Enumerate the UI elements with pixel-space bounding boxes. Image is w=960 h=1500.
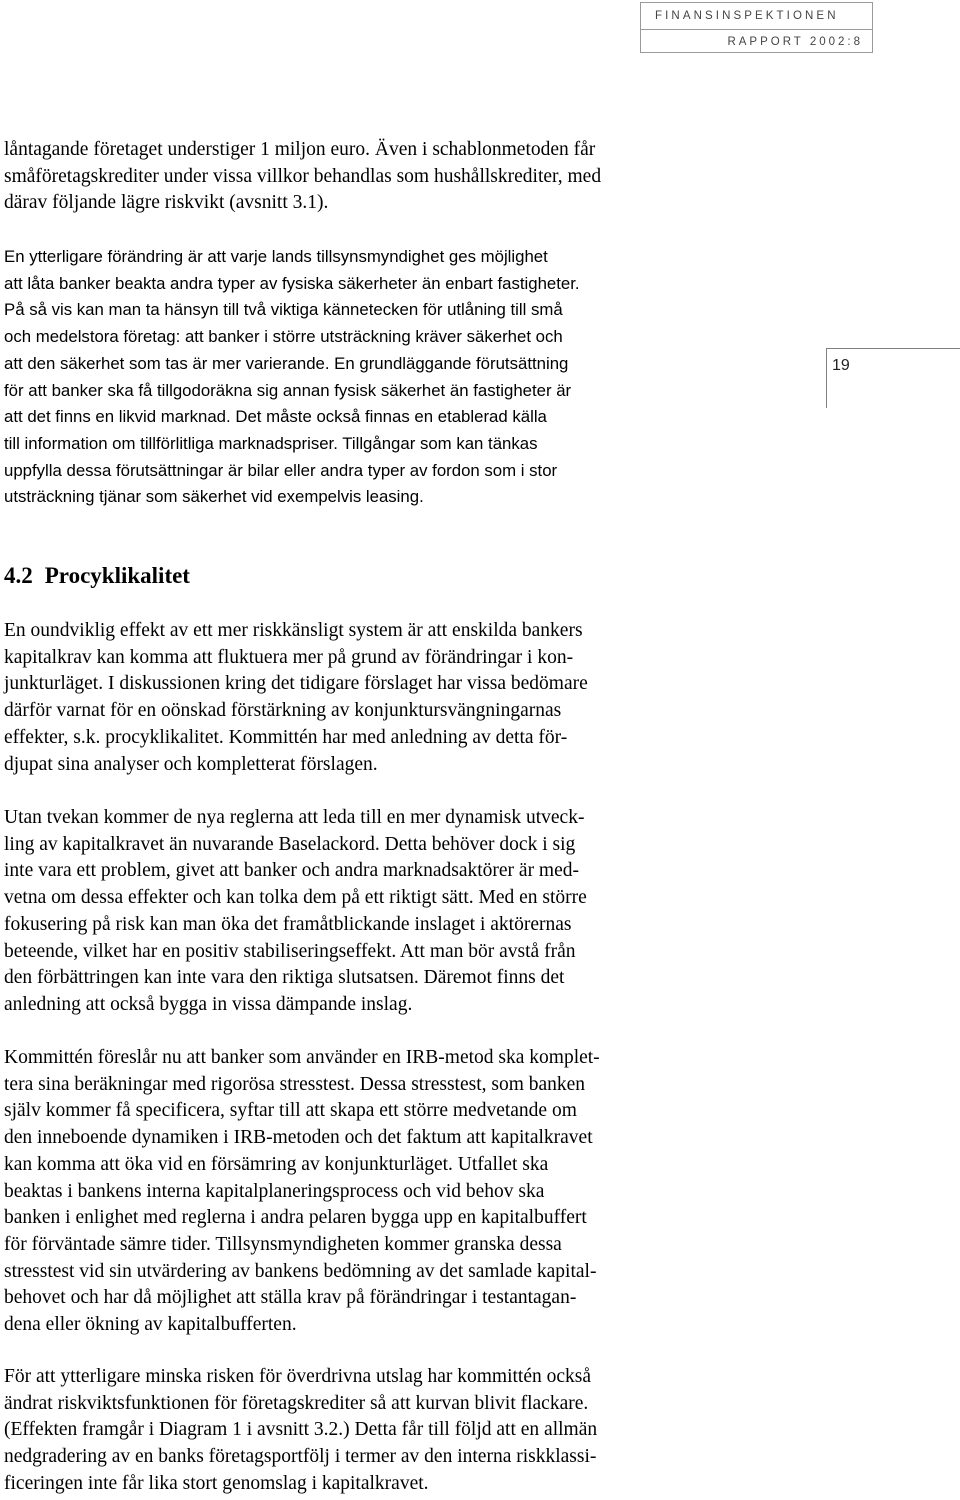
text-line: (Effekten framgår i Diagram 1 i avsnitt 3.2.) Detta får till följd att en allmän (4, 1419, 598, 1441)
report-number: RAPPORT 2002:8 (727, 36, 863, 48)
text-line: att låta banker beakta andra typer av fysiska säkerheter än enbart fastigheter. (4, 273, 580, 293)
text-line: och medelstora företag: att banker i större utsträckning kräver säkerhet och (4, 327, 563, 347)
text-line: fokusering på risk kan man öka det framåtblickande inslaget i aktörernas (4, 913, 572, 935)
text-line: att det finns en likvid marknad. Det måste också finnas en etablerad källa (4, 407, 547, 427)
text-line: ling av kapitalkravet än nuvarande Baselackord. Detta behöver dock i sig (4, 833, 576, 855)
text-line: anledning att också bygga in vissa dämpande inslag. (4, 993, 413, 1015)
text-line: djupat sina analyser och kompletterat förslagen. (4, 753, 378, 775)
text-line: En ytterligare förändring är att varje lands tillsynsmyndighet ges möjlighet (4, 247, 548, 266)
text-line: utsträckning tjänar som säkerhet vid exempelvis leasing. (4, 487, 424, 507)
section-number: 4.2 (4, 563, 33, 588)
text-line: effekter, s.k. procyklikalitet. Kommittén har med anledning av detta för- (4, 726, 568, 748)
paragraph-dynamic-capital (4, 805, 704, 1019)
text-line: stresstest vid sin utvärdering av bankens bedömning av det samlade kapital- (4, 1260, 597, 1282)
text-line: därför varnat för en oönskad förstärkning av konjunktursvängningarnas (4, 700, 562, 722)
text-line: kapitalkrav kan komma att fluktuera mer på grund av förändringar i kon- (4, 646, 574, 668)
page-number-marker (826, 348, 960, 408)
text-line: den förbättringen kan inte vara den riktiga slutsatsen. Däremot finns det (4, 967, 565, 989)
text-line: junkturläget. I diskussionen kring det tidigare förslaget har vissa bedömare (4, 673, 588, 695)
text-line: Utan tvekan kommer de nya reglerna att leda till en mer dynamisk utveck- (4, 807, 585, 828)
paragraph-continuation (4, 137, 704, 217)
text-line: beteende, vilket har en positiv stabiliseringseffekt. Att man bör avstå från (4, 940, 576, 962)
organization-name: FINANSINSPEKTIONEN (655, 10, 839, 22)
text-line: behovet och har då möjlighet att ställa krav på förändringar i testantagan- (4, 1287, 577, 1309)
paragraph-stress-tests (4, 1045, 704, 1339)
paragraph-physical-collateral (4, 244, 704, 511)
text-line: till information om tillförlitliga marknadspriser. Tillgångar som kan tänkas (4, 433, 538, 453)
text-line: På så vis kan man ta hänsyn till två viktiga kännetecken för utlåning till små (4, 300, 563, 320)
page-number: 19 (832, 357, 850, 374)
text-line: uppfylla dessa förutsättningar är bilar eller andra typer av fordon som i stor (4, 460, 558, 480)
text-line: själv kommer få specificera, syftar till att skapa ett större medvetande om (4, 1100, 577, 1122)
section-heading (4, 563, 190, 589)
text-line: inte vara ett problem, givet att banker och andra marknadsaktörer är med- (4, 860, 580, 882)
text-line: nedgradering av en banks företagsportfölj i termer av den interna riskklassi- (4, 1446, 597, 1468)
text-line: Kommittén föreslår nu att banker som använder en IRB-metod ska komplet- (4, 1047, 600, 1068)
text-line: kan komma att öka vid en försämring av konjunkturläget. Utfallet ska (4, 1153, 549, 1175)
paragraph-procyclicality-intro (4, 618, 704, 778)
text-line: vetna om dessa effekter och kan tolka dem på ett riktigt sätt. Med en större (4, 887, 587, 909)
text-line: En oundviklig effekt av ett mer riskkänsligt system är att enskilda bankers (4, 620, 583, 641)
text-line: ficeringen inte får lika stort genomslag i kapitalkravet. (4, 1472, 429, 1494)
text-line: att den säkerhet som tas är mer varierande. En grundläggande förutsättning (4, 353, 569, 373)
paragraph-risk-weight-function (4, 1364, 704, 1498)
text-line: därav följande lägre riskvikt (avsnitt 3.1). (4, 192, 329, 214)
text-line: för förväntade sämre tider. Tillsynsmyndigheten kommer granska dessa (4, 1233, 562, 1255)
text-line: beaktas i bankens interna kapitalplaneringsprocess och vid behov ska (4, 1180, 545, 1202)
text-line: ändrat riskviktsfunktionen för företagskrediter så att kurvan blivit flackare. (4, 1392, 589, 1414)
report-header (640, 2, 873, 53)
header-divider (641, 29, 872, 30)
section-title: Procyklikalitet (44, 563, 190, 588)
text-line: låntagande företaget understiger 1 miljon euro. Även i schablonmetoden får (4, 139, 596, 160)
page-marker-top-rule (826, 348, 960, 349)
page-marker-side-rule (826, 348, 827, 408)
text-line: banken i enlighet med reglerna i andra pelaren bygga upp en kapitalbuffert (4, 1207, 587, 1229)
text-line: tera sina beräkningar med rigorösa stresstest. Dessa stresstest, som banken (4, 1073, 586, 1095)
text-line: för att banker ska få tillgodoräkna sig annan fysisk säkerhet än fastigheter är (4, 380, 572, 400)
text-line: För att ytterligare minska risken för överdrivna utslag har kommittén också (4, 1366, 592, 1387)
text-line: dena eller ökning av kapitalbufferten. (4, 1314, 297, 1336)
text-line: den inneboende dynamiken i IRB-metoden och det faktum att kapitalkravet (4, 1127, 593, 1149)
text-line: småföretagskrediter under vissa villkor behandlas som hushållskrediter, med (4, 165, 602, 187)
